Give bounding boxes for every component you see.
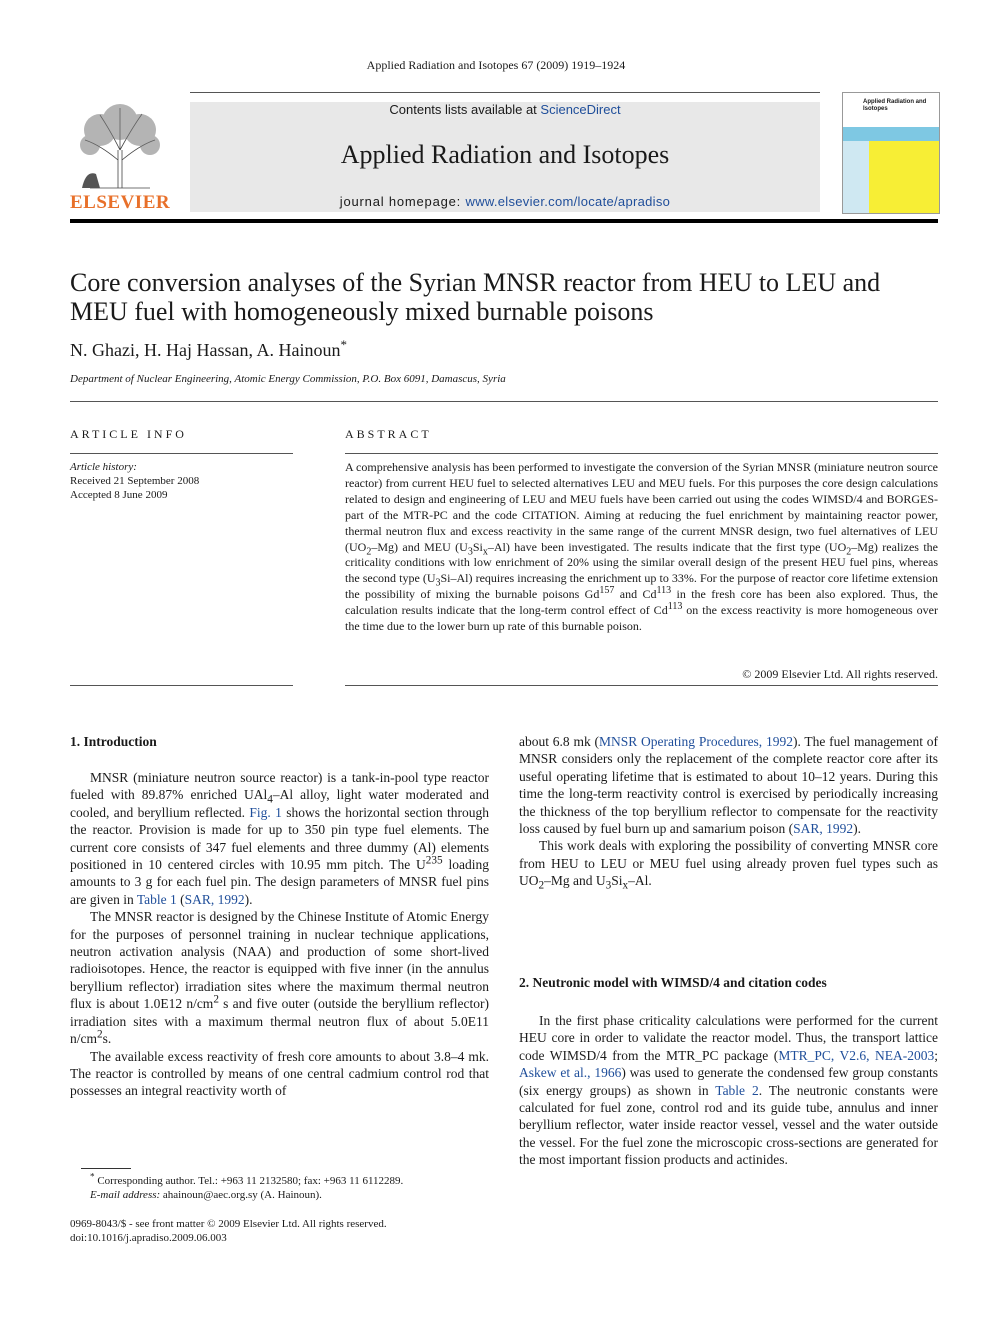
corresponding-author-note: * Corresponding author. Tel.: +963 11 2132580; fax: +963 11 6112289. xyxy=(90,1171,404,1187)
reference-link[interactable]: MNSR Operating Procedures, 1992 xyxy=(599,734,793,749)
sciencedirect-link[interactable]: ScienceDirect xyxy=(540,102,621,117)
reference-link[interactable]: SAR, 1992 xyxy=(184,891,245,907)
paragraph: In the first phase criticality calculations were performed for the current HEU core in order to validate the reactor model. Thus, the transport lattice code WIMSD/4 from the MTR_PC package (MTR_PC, V2.6, NEA-2003; Askew et al., 1966) was used to generate the condensed few group constants (six energy groups) as shown in Table 2. The neutronic constants were calculated for fuel zone, control rod and its guide tube, annulus and inner beryllium reflector, water inside reactor vessel, vessel and the water outside the vessel. For the fuel zone the microscopic cross-sections are generated for the most important fission products and actinides. xyxy=(519,1013,938,1168)
authors-text: N. Ghazi, H. Haj Hassan, A. Hainoun xyxy=(70,340,341,360)
header-rule xyxy=(70,219,938,223)
paragraph: about 6.8 mk (MNSR Operating Procedures, 1992). The fuel management of MNSR considers only the replacement of the complete reactor core after its useful operating lifetime that is estimated to about 10–12 years. During this time the long-term reactivity control is exercised by periodically increasing the thickness of the top beryllium reflector to compensate for the reactivity loss caused by fuel burn up and samarium poison (SAR, 1992). xyxy=(519,734,938,837)
article-history xyxy=(70,460,199,502)
table-1-link[interactable]: Table 1 xyxy=(136,891,177,907)
homepage-link[interactable]: www.elsevier.com/locate/apradiso xyxy=(465,194,671,209)
article-info-heading: ARTICLE INFO xyxy=(70,427,187,441)
body-column-right-bottom xyxy=(519,1012,938,1169)
corresponding-author-mark[interactable]: * xyxy=(340,337,347,352)
section-heading-neutronic-model: 2. Neutronic model with WIMSD/4 and citation codes xyxy=(519,975,827,990)
paragraph: MNSR (miniature neutron source reactor) is a tank-in-pool type reactor fueled with 89.87% enriched UAl$_4$–Al alloy, light water moderated and cooled, and beryllium reflected. Fig. 1 shows the horizontal section through the reactor. Provision is made for up to 350 pin type fuel elements. The current core consists of 347 fuel elements and three dummy (Al) elements positioned in 10 centered circles with 10.95 mm pitch. The $U^{235}$ loading amounts to 3 g for each fuel pin. The design parameters of MNSR fuel pins are given in Table 1 (SAR, 1992). xyxy=(70,770,490,907)
issn-line: 0969-8043/$ - see front matter © 2009 Elsevier Ltd. All rights reserved. xyxy=(70,1218,387,1230)
doi-line[interactable]: doi:10.1016/j.apradiso.2009.06.003 xyxy=(70,1232,227,1244)
section-heading-introduction: 1. Introduction xyxy=(70,734,157,749)
body-column-right-top xyxy=(519,733,938,890)
abstract-heading: ABSTRACT xyxy=(345,427,432,441)
divider xyxy=(70,401,938,402)
affiliation: Department of Nuclear Engineering, Atomic Energy Commission, P.O. Box 6091, Damascus, Syria xyxy=(70,373,506,385)
footnote-rule xyxy=(81,1168,131,1169)
email-link[interactable]: ahainoun@aec.org.sy xyxy=(162,1189,258,1201)
reference-link[interactable]: SAR, xyxy=(793,821,823,837)
cover-side-panel xyxy=(843,141,869,213)
reference-link[interactable]: 1992 xyxy=(826,821,854,837)
divider xyxy=(70,453,293,454)
journal-homepage xyxy=(190,194,820,209)
footnote xyxy=(70,1171,490,1202)
author-list xyxy=(70,337,347,361)
paragraph: This work deals with exploring the possibility of converting MNSR core from HEU to LEU or MEU fuel using already proven fuel types such as $UO_2-Mg$ and $U_3Si_x-Al$. xyxy=(519,838,938,892)
reference-link[interactable]: MTR_PC, V2.6, NEA-2003 xyxy=(778,1047,935,1063)
article-title xyxy=(70,268,938,326)
title-line-1: Core conversion analyses of the Syrian MNSR reactor from HEU to LEU and xyxy=(70,268,881,297)
abstract-text: A comprehensive analysis has been performed to investigate the conversion of the Syrian MNSR (miniature neutron source reactor) from current HEU fuel to selected alternatives LEU and MEU fuels. For this purposes the core design calculations related to design and engineering of LEU and MEU fuels have been carried out using the codes WIMSD/4 and BORGES-part of the MTR-PC and the code CITATION. Aiming at reducing the fuel enrichment by maintaining reactor power, thermal neutron flux and excess reactivity in the same range of the current MNSR design, two fuel alternatives of LEU $(UO_2-Mg)$ and MEU $(U_3Si_x-Al)$ have been investigated. The results indicate that the first type $(UO_2-Mg)$ realizes the criticality conditions with low enrichment of 20% using the similar overall design of the present HEU fuel pins, whereas the second type $(U_3Si-Al)$ requires increasing the enrichment up to 33%. For the purpose of reactor core lifetime extension the possibility of mixing the burnable poisons Gd$^{157}$ and Cd$^{113}$ in the fresh core has been also explored. Thus, the calculation results indicate that the long-term control effect of Cd$^{113}$ on the excess reactivity is more homogeneous over the time due to the lower burn up rate of this burnable poison. xyxy=(345,460,938,634)
reference-link[interactable]: Askew et al., 1966 xyxy=(519,1065,622,1081)
journal-cover-thumbnail xyxy=(842,92,940,214)
received-date: Received 21 September 2008 xyxy=(70,475,200,487)
body-column-left xyxy=(70,769,489,1100)
title-line-2: MEU fuel with homogeneously mixed burnable poisons xyxy=(70,297,654,326)
accepted-date: Accepted 8 June 2009 xyxy=(70,489,168,501)
history-label: Article history: xyxy=(70,461,137,473)
copyright: © 2009 Elsevier Ltd. All rights reserved. xyxy=(742,667,938,681)
cover-title: Applied Radiation and Isotopes xyxy=(863,99,927,112)
journal-title: Applied Radiation and Isotopes xyxy=(340,140,670,169)
paragraph: The available excess reactivity of fresh core amounts to about 3.8–4 mk. The reactor is controlled by means of one central cadmium control rod that possesses an integral reactivity worth of xyxy=(70,1048,489,1099)
table-2-link[interactable]: Table 2 xyxy=(715,1082,759,1098)
figure-1-link[interactable]: Fig. 1 xyxy=(249,804,282,820)
cover-yellow-panel xyxy=(869,141,939,213)
front-matter xyxy=(70,1217,387,1245)
cover-stripe xyxy=(843,127,939,141)
divider xyxy=(345,685,938,686)
journal-citation: Applied Radiation and Isotopes 67 (2009) 1919–1924 xyxy=(366,58,626,72)
divider xyxy=(70,685,293,686)
divider xyxy=(345,453,938,454)
elsevier-wordmark: ELSEVIER xyxy=(70,192,171,213)
banner-top-rule xyxy=(190,92,820,93)
contents-line xyxy=(190,102,820,117)
paragraph: The MNSR reactor is designed by the Chinese Institute of Atomic Energy for the purposes of personnel training in nuclear technique applications, neutron activation analysis (NAA) and production of some short-lived radioisotopes. Hence, the reactor is equipped with five inner (in the annulus beryllium reflector) irradiation sites where the maximum thermal neutron flux is about 1.0E12 $n/cm^2$ s and five outer (outside the beryllium reflector) irradiation sites with a maximum thermal neutron flux of about 5.0E11 $n/cm^2s$. xyxy=(70,909,489,1047)
contents-prefix: Contents lists available at xyxy=(389,102,541,117)
email-note: E-mail address: ahainoun@aec.org.sy (A. Hainoun). xyxy=(90,1189,322,1201)
homepage-prefix: journal homepage: xyxy=(339,194,466,209)
